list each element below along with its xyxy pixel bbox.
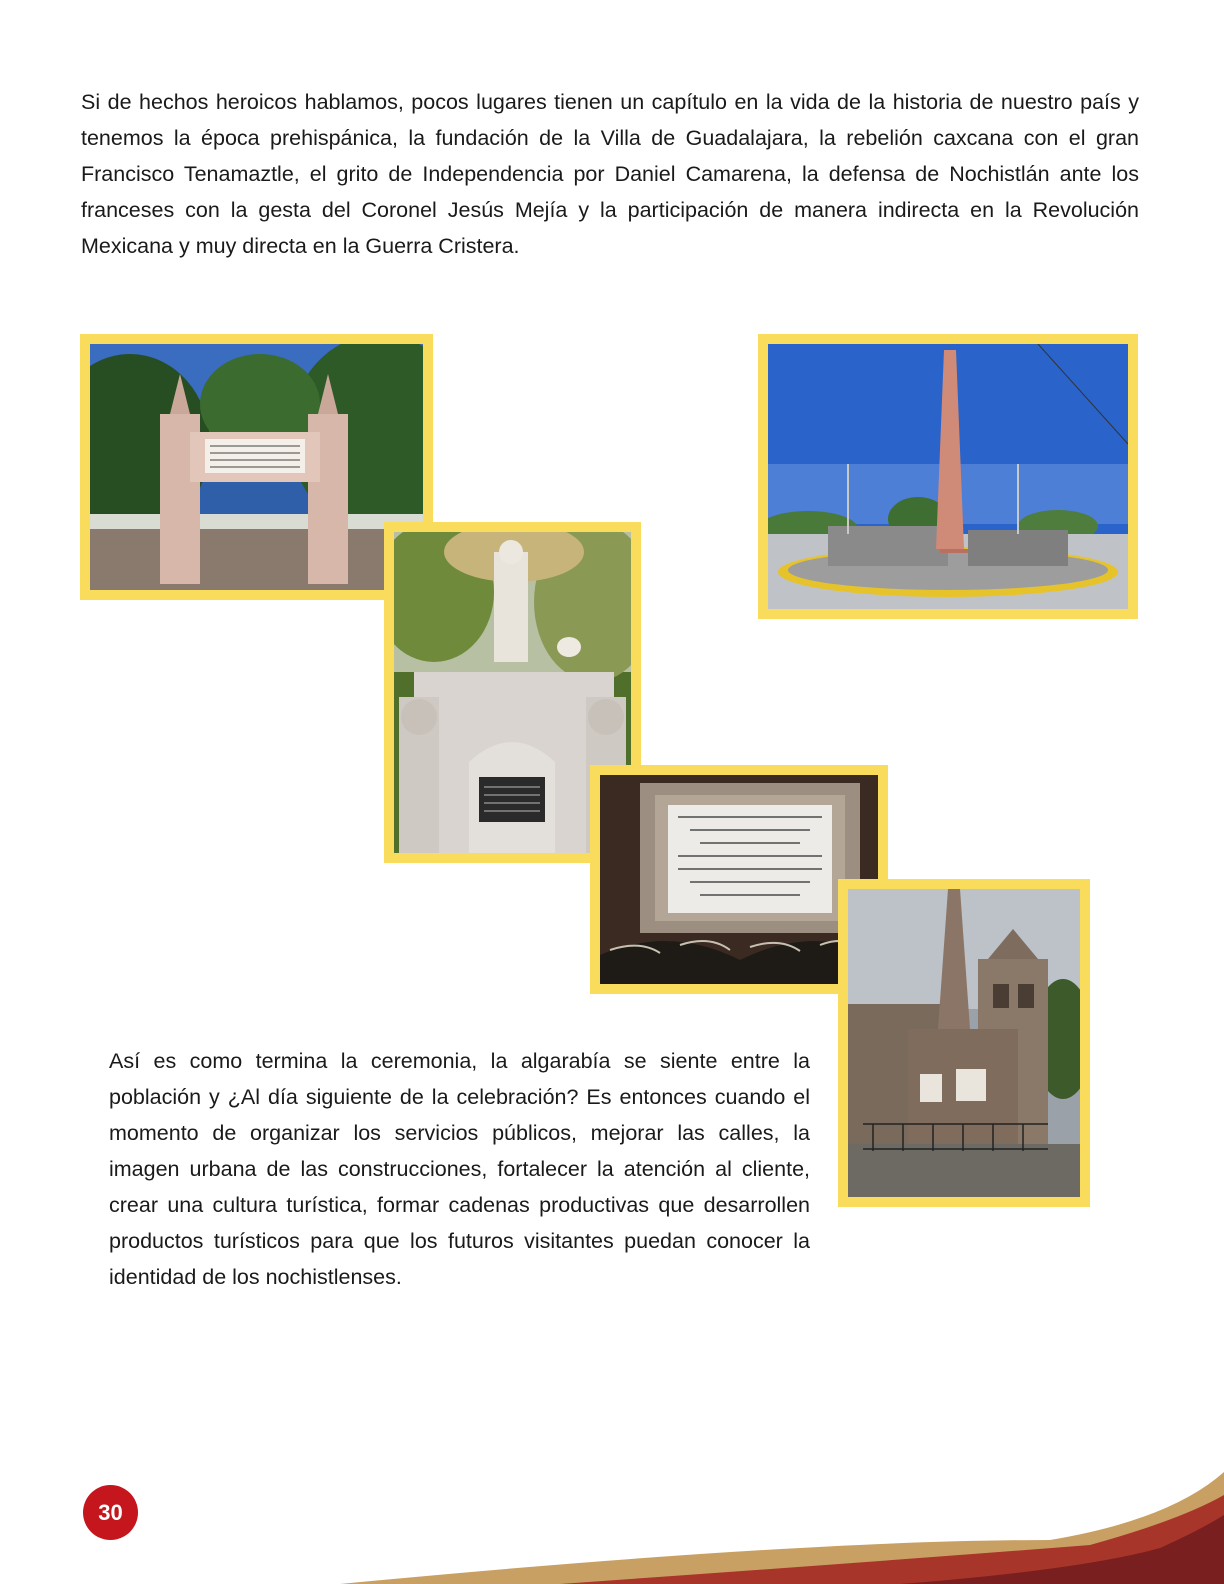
page-number-badge: 30: [83, 1485, 138, 1540]
intro-paragraph: Si de hechos heroicos hablamos, pocos lugares tienen un capítulo en la vida de la historia de nuestro país y tenemos la época prehispánica, la fundación de la Villa de Guadalajara, la rebelión caxcana con el gran Francisco Tenamaztle, el grito de Independencia por Daniel Camarena, la defensa de Nochistlán ante los franceses con la gesta del Coronel Jesús Mejía y la participación de manera indirecta en la Revolución Mexicana y muy directa en la Guerra Cristera.: [81, 90, 1139, 258]
closing-paragraph: Así es como termina la ceremonia, la algarabía se siente entre la población y ¿Al día siguiente de la celebración? Es entonces cuando el momento de organizar los servicios públicos, mejorar las calles, la imagen urbana de las construcciones, fortalecer la atención al cliente, crear una cultura turística, formar cadenas productivas que desarrollen productos turísticos para que los futuros visitantes puedan conocer la identidad de los nochistlenses.: [109, 1049, 810, 1289]
